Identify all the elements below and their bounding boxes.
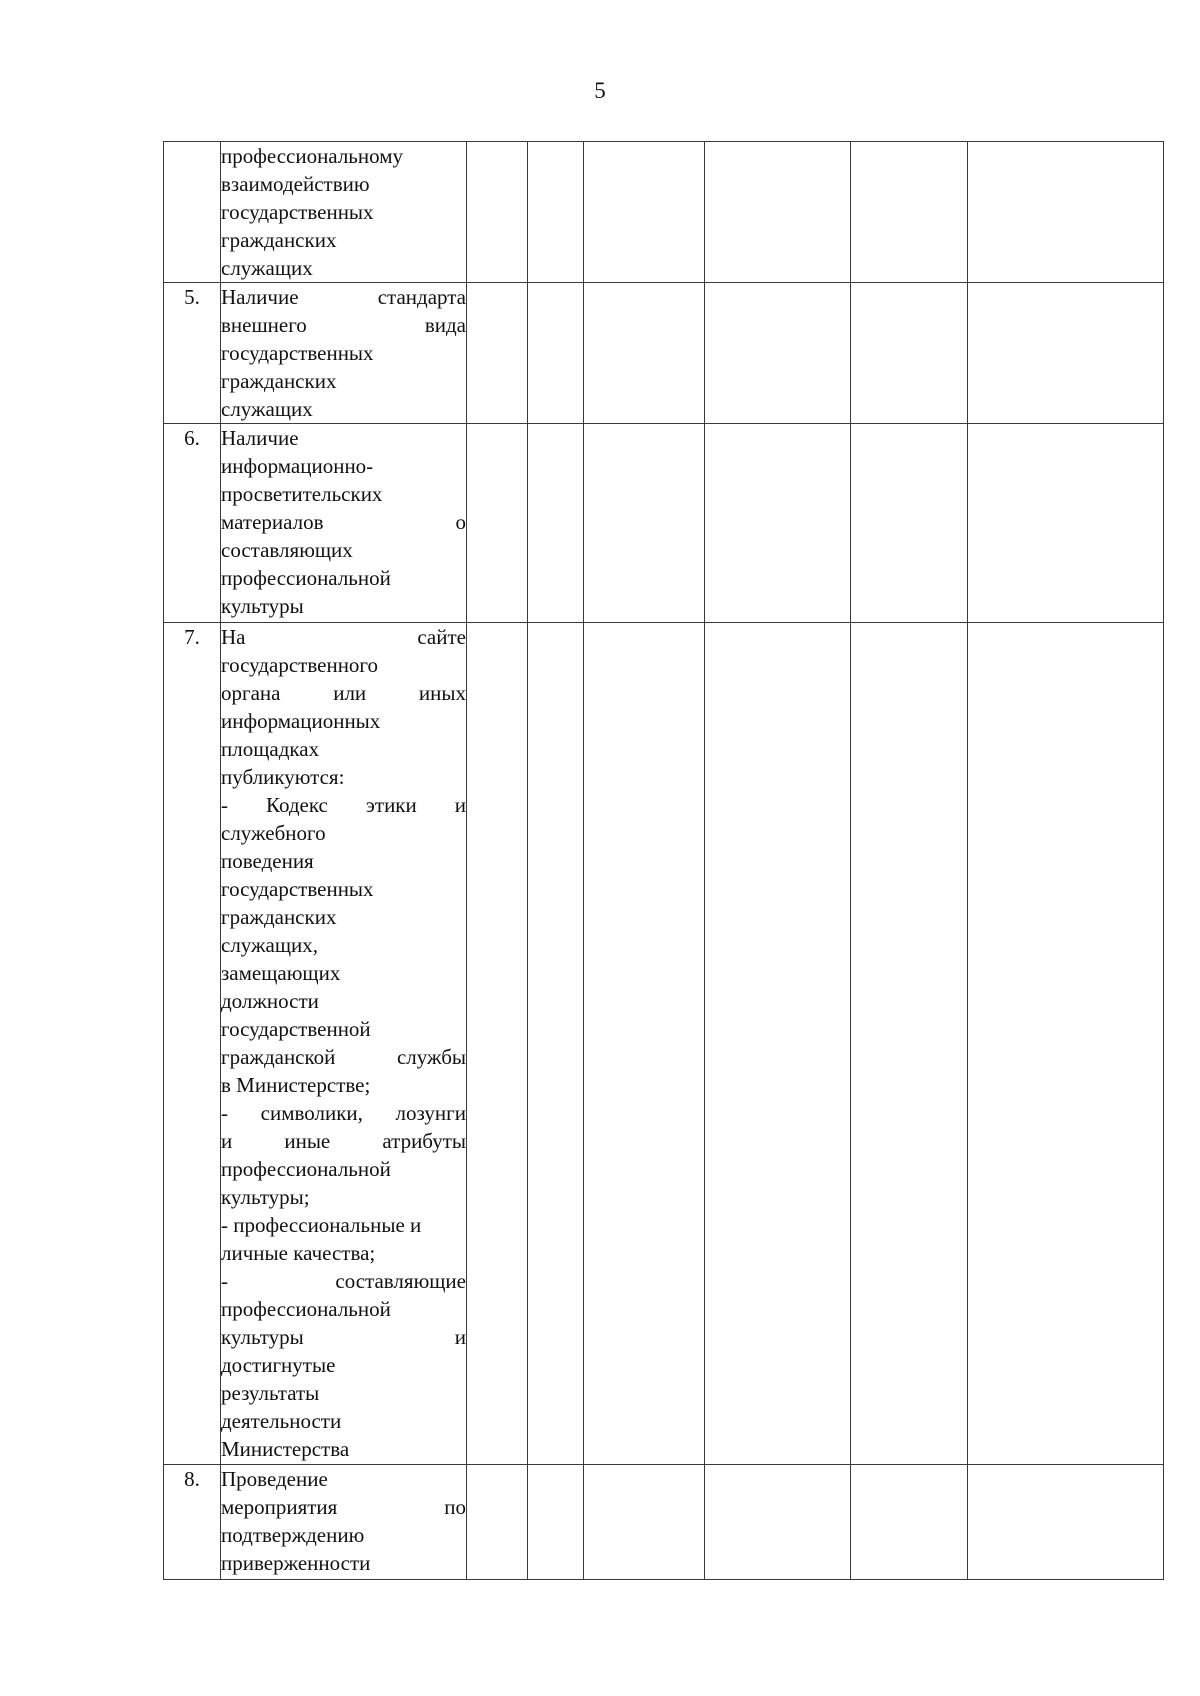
text-line bbox=[221, 311, 466, 339]
empty-cell bbox=[851, 424, 968, 623]
text-word: или bbox=[333, 681, 367, 705]
text-line: служебного bbox=[221, 821, 326, 845]
empty-cell bbox=[584, 623, 705, 1465]
text-word: культуры bbox=[221, 1325, 304, 1349]
text-word: органа bbox=[221, 681, 281, 705]
table-row bbox=[164, 424, 1164, 623]
text-word: Кодекс bbox=[266, 793, 328, 817]
table-row bbox=[164, 283, 1164, 424]
empty-cell bbox=[968, 623, 1164, 1465]
text-line bbox=[221, 508, 466, 536]
empty-cell bbox=[467, 424, 528, 623]
row-number-cell bbox=[164, 142, 221, 283]
text-line: информационно- bbox=[221, 454, 374, 478]
text-word: - bbox=[221, 1101, 228, 1125]
text-line: служащих bbox=[221, 397, 313, 421]
text-line bbox=[221, 1099, 466, 1127]
text-line: государственных bbox=[221, 341, 374, 365]
text-word: иных bbox=[418, 681, 466, 705]
text-word: по bbox=[444, 1495, 466, 1519]
empty-cell bbox=[467, 283, 528, 424]
empty-cell bbox=[968, 283, 1164, 424]
text-line bbox=[221, 623, 466, 651]
text-line: государственных bbox=[221, 877, 374, 901]
text-word: и bbox=[221, 1129, 233, 1153]
text-line: гражданских bbox=[221, 369, 337, 393]
text-word: На bbox=[221, 625, 246, 649]
text-word: составляющие bbox=[335, 1269, 466, 1293]
indicator-text-cell bbox=[221, 283, 467, 424]
text-word: мероприятия bbox=[221, 1495, 338, 1519]
empty-cell bbox=[584, 424, 705, 623]
text-line: культуры bbox=[221, 594, 304, 618]
text-line bbox=[221, 283, 466, 311]
text-word: атрибуты bbox=[382, 1129, 466, 1153]
empty-cell bbox=[968, 1465, 1164, 1580]
text-line: гражданских bbox=[221, 905, 337, 929]
row-number-cell: 8. bbox=[164, 1465, 221, 1580]
text-word: символики, bbox=[260, 1101, 363, 1125]
empty-cell bbox=[851, 1465, 968, 1580]
text-word: материалов bbox=[221, 510, 324, 534]
text-word: и bbox=[454, 793, 466, 817]
indicators-table bbox=[163, 141, 1164, 1580]
table-row bbox=[164, 623, 1164, 1465]
text-word: Наличие bbox=[221, 285, 299, 309]
text-line: информационных bbox=[221, 709, 381, 733]
empty-cell bbox=[705, 1465, 851, 1580]
text-word: стандарта bbox=[377, 285, 466, 309]
indicator-text-cell bbox=[221, 424, 467, 623]
text-line: результаты bbox=[221, 1381, 320, 1405]
text-line: поведения bbox=[221, 849, 314, 873]
text-line: публикуются: bbox=[221, 765, 345, 789]
text-line: должности bbox=[221, 989, 319, 1013]
text-line: профессиональной bbox=[221, 566, 391, 590]
text-line: государственных bbox=[221, 200, 374, 224]
text-line: государственного bbox=[221, 653, 379, 677]
text-line bbox=[221, 1493, 466, 1521]
empty-cell bbox=[584, 1465, 705, 1580]
empty-cell bbox=[705, 424, 851, 623]
text-line bbox=[221, 1267, 466, 1295]
text-line bbox=[221, 679, 466, 707]
empty-cell bbox=[528, 424, 584, 623]
empty-cell bbox=[584, 142, 705, 283]
text-line: Проведение bbox=[221, 1467, 328, 1491]
text-line: Наличие bbox=[221, 426, 299, 450]
text-line bbox=[221, 1043, 466, 1071]
empty-cell bbox=[851, 283, 968, 424]
empty-cell bbox=[705, 623, 851, 1465]
text-line: деятельности bbox=[221, 1409, 342, 1433]
empty-cell bbox=[528, 142, 584, 283]
text-line: государственной bbox=[221, 1017, 371, 1041]
text-line: служащих bbox=[221, 256, 313, 280]
empty-cell bbox=[968, 424, 1164, 623]
empty-cell bbox=[467, 623, 528, 1465]
row-number-cell: 5. bbox=[164, 283, 221, 424]
text-line: просветительских bbox=[221, 482, 383, 506]
empty-cell bbox=[851, 623, 968, 1465]
text-line: Министерства bbox=[221, 1437, 350, 1461]
empty-cell bbox=[705, 283, 851, 424]
text-line: культуры; bbox=[221, 1185, 310, 1209]
text-line: замещающих bbox=[221, 961, 341, 985]
text-word: внешнего bbox=[221, 313, 307, 337]
empty-cell bbox=[584, 283, 705, 424]
table-body bbox=[164, 142, 1164, 1580]
text-line: площадках bbox=[221, 737, 320, 761]
text-line: профессиональной bbox=[221, 1157, 391, 1181]
text-line bbox=[221, 791, 466, 819]
text-line: служащих, bbox=[221, 933, 319, 957]
indicator-text-cell bbox=[221, 623, 467, 1465]
text-word: службы bbox=[396, 1045, 466, 1069]
page-number: 5 bbox=[594, 78, 606, 103]
text-line: достигнутые bbox=[221, 1353, 336, 1377]
empty-cell bbox=[528, 283, 584, 424]
text-line: приверженности bbox=[221, 1551, 371, 1575]
text-line: - профессиональные и bbox=[221, 1213, 422, 1237]
text-line bbox=[221, 1323, 466, 1351]
text-line: в Министерстве; bbox=[221, 1073, 371, 1097]
table-row bbox=[164, 142, 1164, 283]
text-word: - bbox=[221, 793, 228, 817]
text-word: этики bbox=[365, 793, 417, 817]
empty-cell bbox=[467, 1465, 528, 1580]
text-word: о bbox=[455, 510, 466, 534]
text-line: гражданских bbox=[221, 228, 337, 252]
text-line: профессиональной bbox=[221, 1297, 391, 1321]
text-line: подтверждению bbox=[221, 1523, 365, 1547]
empty-cell bbox=[528, 1465, 584, 1580]
text-word: и bbox=[454, 1325, 466, 1349]
text-word: гражданской bbox=[221, 1045, 336, 1069]
table-row bbox=[164, 1465, 1164, 1580]
text-line bbox=[221, 1127, 466, 1155]
empty-cell bbox=[528, 623, 584, 1465]
text-line: взаимодействию bbox=[221, 172, 370, 196]
empty-cell bbox=[851, 142, 968, 283]
text-word: иные bbox=[284, 1129, 331, 1153]
empty-cell bbox=[968, 142, 1164, 283]
text-line: составляющих bbox=[221, 538, 353, 562]
indicator-text-cell bbox=[221, 1465, 467, 1580]
row-number-cell: 6. bbox=[164, 424, 221, 623]
text-line: личные качества; bbox=[221, 1241, 376, 1265]
indicator-text-cell bbox=[221, 142, 467, 283]
text-word: сайте bbox=[417, 625, 466, 649]
text-word: - bbox=[221, 1269, 228, 1293]
empty-cell bbox=[467, 142, 528, 283]
text-line: профессиональному bbox=[221, 144, 403, 168]
text-word: вида bbox=[424, 313, 466, 337]
row-number-cell: 7. bbox=[164, 623, 221, 1465]
empty-cell bbox=[705, 142, 851, 283]
text-word: лозунги bbox=[395, 1101, 466, 1125]
